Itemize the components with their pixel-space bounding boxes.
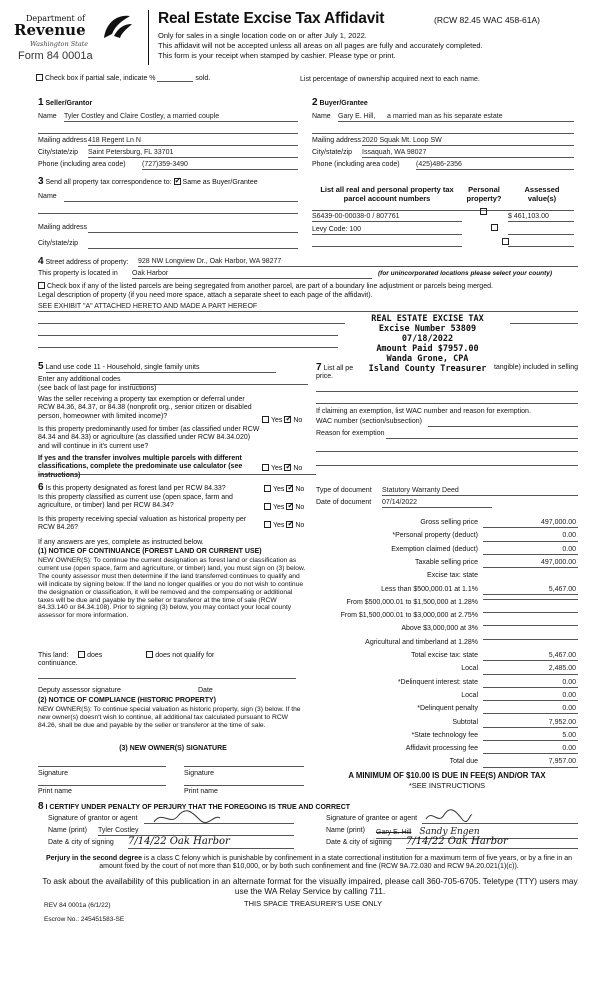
parcel-line0 xyxy=(312,210,574,211)
partial-sale-row xyxy=(36,74,210,83)
codes-field[interactable] xyxy=(130,376,308,385)
located-label: This property is located in xyxy=(38,270,118,277)
buyer-phone-label: Phone (including area code) xyxy=(312,161,400,168)
buyer-name-row xyxy=(312,113,574,121)
tax-row-amount[interactable]: 0.00 xyxy=(483,705,578,714)
perjury-text: is a class C felony which is punishable by confinement in a state correctional institution for a maximum term of five years, or by a fine in an amount fixed by the court of not more than $10,000, or by both such confinement and fine (RCW 9A.72.030 and RCW 9A.20.021(1)(c)). xyxy=(99,855,573,871)
dept-line1: Department of xyxy=(26,14,86,23)
header-note1: Only for sales in a single location code on or after July 1, 2022. xyxy=(158,31,367,40)
buyer-mail[interactable]: 2020 Squak Mt. Loop SW xyxy=(362,137,574,146)
grantor-name-label: Name (print) xyxy=(48,827,87,834)
tax-row-amount[interactable]: 497,000.00 xyxy=(483,519,578,528)
tax-row-amount[interactable] xyxy=(483,612,578,613)
seller-city-label: City/state/zip xyxy=(38,149,79,156)
buyer-mail-label: Mailing address xyxy=(312,137,362,144)
see-instructions: *SEE INSTRUCTIONS xyxy=(408,781,486,790)
grantor-date-row xyxy=(48,836,294,847)
grantee-sig-field[interactable] xyxy=(422,815,578,824)
not-qualify-label: does not qualify for xyxy=(155,652,215,659)
historic-yes-checkbox[interactable] xyxy=(264,521,271,528)
landuse-code[interactable]: Land use code 11 - Household, single family units xyxy=(46,364,276,373)
grantee-name-row xyxy=(326,827,578,835)
current-use-no-checkbox[interactable] xyxy=(286,503,293,510)
grantee-name: Gary E. Hill xyxy=(376,829,412,836)
tax-row xyxy=(316,758,578,769)
grantee-date-city[interactable]: 7/14/22 Oak Harbor xyxy=(406,836,578,849)
new-owner-sig-2[interactable] xyxy=(184,758,304,767)
tax-row-label: *State technology fee xyxy=(411,731,478,739)
doc-date-row xyxy=(316,499,578,507)
seller-phone[interactable]: (727)359-3490 xyxy=(142,161,298,170)
tax-row xyxy=(316,572,578,583)
dept-line3: Washington State xyxy=(30,40,89,48)
street-row xyxy=(38,256,578,268)
current-use-no-label: No xyxy=(295,504,305,511)
tax-row-amount[interactable]: 5,467.00 xyxy=(483,586,578,595)
tax-row-label: Local xyxy=(461,665,478,673)
tax-row xyxy=(316,665,578,676)
section6-num: 6 xyxy=(38,482,44,493)
does-qualify-checkbox[interactable] xyxy=(78,651,85,658)
tax-row-label: *Delinquent interest: state xyxy=(397,678,478,686)
section4-num: 4 xyxy=(38,256,44,267)
seller-heading xyxy=(38,97,92,109)
located-row xyxy=(38,270,578,278)
historic-no-label: No xyxy=(295,522,305,529)
tax-row xyxy=(316,719,578,730)
exemption-no-checkbox[interactable] xyxy=(284,416,291,423)
forest-no-checkbox[interactable] xyxy=(286,485,293,492)
tax-row-label: Less than $500,000.01 at 1.1% xyxy=(381,585,478,593)
s7-line3 xyxy=(316,444,578,452)
grantee-sig-label: Signature of grantee or agent xyxy=(326,815,418,822)
escrow-label: Escrow No.: xyxy=(44,916,80,923)
perjury-bold: Perjury in the second degree xyxy=(45,855,143,862)
levy-label: Levy Code: xyxy=(312,226,348,233)
tax-row-label: Local xyxy=(461,691,478,699)
tax-row xyxy=(316,625,578,636)
forest-answers xyxy=(264,485,304,494)
tax-row-label: Affidavit processing fee xyxy=(405,745,478,753)
deputy-date-label: Date xyxy=(198,687,213,694)
form-number: Form 84 0001a xyxy=(18,50,93,62)
seller-name[interactable]: Tyler Costley and Claire Costley, a married couple xyxy=(64,113,298,122)
tax-row xyxy=(316,586,578,597)
located-in[interactable]: Oak Harbor xyxy=(132,270,372,279)
section7-text-b: tangible) included in selling xyxy=(493,364,578,371)
dept-logo xyxy=(14,8,134,63)
legal-line-4 xyxy=(38,340,338,348)
s3-city-field[interactable] xyxy=(88,240,298,249)
s3-name-label: Name xyxy=(38,193,57,200)
partial-sale-label: Check box if partial sale, indicate % xyxy=(45,75,156,82)
same-as-buyer-label: Same as Buyer/Grantee xyxy=(182,179,258,186)
tax-row-label: Agricultural and timberland at 1.28% xyxy=(365,638,478,646)
this-land-label: This land: xyxy=(38,652,69,659)
stamp-line1: REAL ESTATE EXCISE TAX xyxy=(371,314,484,324)
codes-row xyxy=(38,376,308,384)
grantor-signature-icon xyxy=(152,810,222,826)
section7-price: price. xyxy=(316,373,334,380)
tax-row-amount[interactable] xyxy=(483,639,578,640)
q-exemption: Was the seller receiving a property tax exemption or deferral under RCW 84.36, 84.37, or 84.38 (nonprofit org., senior citizen or disabled person, homeowner with limited income)? xyxy=(38,396,252,420)
parcel-col2: Personal property? xyxy=(466,185,502,203)
tax-row xyxy=(316,745,578,756)
escrow-row xyxy=(44,916,124,924)
exemption-yes-label: Yes xyxy=(271,417,283,424)
tax-row-label: Total due xyxy=(449,758,478,766)
tax-row-amount[interactable]: 0.00 xyxy=(483,546,578,555)
tax-row xyxy=(316,692,578,703)
reason-label: Reason for exemption xyxy=(316,430,385,437)
s7-line1 xyxy=(316,384,578,392)
tax-row-label: Subtotal xyxy=(452,718,478,726)
new-owner-print-2[interactable] xyxy=(184,777,304,786)
treasurer-use: THIS SPACE TREASURER'S USE ONLY xyxy=(244,899,383,908)
seller-city[interactable]: Saint Petersburg, FL 33701 xyxy=(88,149,298,158)
grantor-name-row xyxy=(48,827,294,835)
seller-phone-row xyxy=(38,161,298,169)
section7-text-a: List all pe xyxy=(323,365,354,372)
s5-divider xyxy=(38,474,316,475)
tax-row-amount[interactable]: 0.00 xyxy=(483,679,578,688)
seller-heading-text: Seller/Grantor xyxy=(45,100,93,107)
certify-text: I CERTIFY UNDER PENALTY OF PERJURY THAT THE FOREGOING IS TRUE AND CORRECT xyxy=(45,804,351,811)
rev-number: REV 84 0001a (6/1/22) xyxy=(44,902,111,909)
doc-type-label: Type of document xyxy=(316,487,372,494)
sig-label-2: Signature xyxy=(184,770,214,777)
legal-desc-label: Legal description of property (if you need more space, attach a separate sheet to each page of the affidavit). xyxy=(38,292,373,299)
parcel-number-3[interactable] xyxy=(312,238,462,247)
section3-num: 3 xyxy=(38,176,44,187)
tax-row-amount[interactable]: 0.00 xyxy=(483,532,578,541)
tax-row-amount[interactable]: 2,485.00 xyxy=(483,665,578,674)
reason-row xyxy=(316,430,578,438)
tax-row xyxy=(316,519,578,530)
buyer-phone[interactable]: (425)486-2356 xyxy=(416,161,574,170)
tax-row-amount[interactable]: 5,467.00 xyxy=(483,652,578,661)
historic-answers xyxy=(264,521,304,530)
grantee-sig-row xyxy=(326,815,578,823)
seller-mail[interactable]: 418 Regent Ln N xyxy=(88,137,298,146)
landuse-row xyxy=(38,361,308,373)
q-timber-b: If yes and the transfer involves multiple parcels with different classifications, complete the predominate use calculator (see instructions) xyxy=(38,455,243,479)
partial-sale-checkbox[interactable] xyxy=(36,74,43,81)
notice2-body: NEW OWNER(S): To continue special valuation as historic property, sign (3) below. If the new owner(s) doesn't wish to continue, all additional tax calculated pursuant to RCW 84.26, shall be due and payable by the seller or transferor at the time of sale. xyxy=(38,706,301,729)
legal-line-3 xyxy=(38,328,338,336)
uninc-note: (for unincorporated locations please select your county) xyxy=(378,270,553,277)
parcel-col3: Assessed value(s) xyxy=(524,185,560,203)
parcel-value[interactable]: $ 461,103.00 xyxy=(508,213,574,222)
seller-name-row xyxy=(38,113,298,121)
grantee-date-label: Date & city of signing xyxy=(326,839,392,846)
buyer-blank-line xyxy=(312,126,574,134)
q-timber-answers xyxy=(262,464,302,473)
tax-row-amount[interactable]: 7,957.00 xyxy=(483,758,578,767)
q-exemption-answers xyxy=(262,416,302,425)
tax-row-label: Taxable selling price xyxy=(414,558,478,566)
forest-no-label: No xyxy=(295,486,305,493)
current-use-yes-checkbox[interactable] xyxy=(264,503,271,510)
buyer-name-label: Name xyxy=(312,113,331,120)
if-yes-note: If any answers are yes, complete as instructed below. xyxy=(38,539,204,546)
revenue-logo-icon xyxy=(100,12,134,42)
buyer-heading-text: Buyer/Grantee xyxy=(319,100,368,107)
tax-row xyxy=(316,599,578,610)
stamp-line6: Island County Treasurer xyxy=(368,364,487,374)
s3-city-label: City/state/zip xyxy=(38,240,79,247)
section3-text: Send all property tax correspondence to: xyxy=(45,179,172,186)
tax-row xyxy=(316,732,578,743)
parcel-value-3[interactable] xyxy=(508,238,574,247)
current-use-yes-label: Yes xyxy=(273,504,285,511)
grantee-name-label: Name (print) xyxy=(326,827,365,834)
forest-yes-checkbox[interactable] xyxy=(264,485,271,492)
tax-row xyxy=(316,532,578,543)
stamp-line2: Excise Number 53809 xyxy=(378,324,477,334)
continuance-label: continuance. xyxy=(38,660,78,667)
grantee-handwritten-name: Sandy Engen xyxy=(419,827,480,837)
certify-row xyxy=(38,801,578,813)
seller-blank-line xyxy=(38,126,298,134)
grantor-date-city[interactable]: 7/14/22 Oak Harbor xyxy=(128,836,294,849)
reason-field[interactable] xyxy=(386,430,578,439)
seller-mail-label: Mailing address xyxy=(38,137,88,144)
current-use-answers xyxy=(264,503,304,512)
tax-row-amount[interactable]: 5.00 xyxy=(483,732,578,741)
grantee-signature-icon xyxy=(424,809,474,825)
s7-line2 xyxy=(316,396,578,404)
buyer-mail-row xyxy=(312,137,574,145)
header-divider xyxy=(148,10,149,65)
sig-label-1: Signature xyxy=(38,770,68,777)
s3-name-row xyxy=(38,193,298,201)
forest-q-text: Is this property designated as forest land per RCW 84.33? xyxy=(45,485,226,492)
section8-num: 8 xyxy=(38,801,44,812)
seller-num: 1 xyxy=(38,97,44,108)
form-title: Real Estate Excise Tax Affidavit xyxy=(158,10,385,27)
tax-row xyxy=(316,559,578,570)
grantor-name[interactable]: Tyler Costley xyxy=(98,827,294,836)
levy-code[interactable]: 100 xyxy=(349,226,362,233)
tax-row-amount[interactable]: 0.00 xyxy=(483,745,578,754)
tax-row-label: Excise tax: state xyxy=(427,572,478,580)
s3-blank-line xyxy=(38,206,298,214)
section7-row xyxy=(316,362,578,374)
buyer-name-field[interactable] xyxy=(338,113,574,122)
grantor-sig-row xyxy=(48,815,294,823)
tax-row-amount[interactable]: 7,952.00 xyxy=(483,719,578,728)
tax-row xyxy=(316,612,578,623)
current-use-q: Is this property classified as current use (open space, farm and agriculture, or timber) land per RCW 84.34? xyxy=(38,494,233,510)
timber-no-label: No xyxy=(293,465,303,472)
codes-label: Enter any additional codes xyxy=(38,376,121,383)
claim-exemption: If claiming an exemption, list WAC number and reason for exemption. xyxy=(316,408,531,415)
ownership-note: List percentage of ownership acquired next to each name. xyxy=(300,76,480,83)
grantor-sig-field[interactable] xyxy=(144,815,294,824)
personal-property-checkbox-1[interactable] xyxy=(480,208,487,215)
personal-property-checkbox-2[interactable] xyxy=(491,224,498,231)
seller-phone-label: Phone (including area code) xyxy=(38,161,126,168)
print-label-2: Print name xyxy=(184,788,218,795)
stamp-line4: Amount Paid $7957.00 xyxy=(376,344,479,354)
does-not-qualify-checkbox[interactable] xyxy=(146,651,153,658)
street-address[interactable]: 928 NW Longview Dr., Oak Harbor, WA 98277 xyxy=(138,258,578,267)
minimum-note: A MINIMUM OF $10.00 IS DUE IN FEE(S) AND/OR TAX xyxy=(348,771,546,780)
s3-mail-field[interactable] xyxy=(88,224,298,233)
escrow-number: 245451583-SE xyxy=(80,916,125,923)
buyer-num: 2 xyxy=(312,97,318,108)
s3-name-field[interactable] xyxy=(64,193,298,202)
buyer-phone-row xyxy=(312,161,574,169)
perjury-note xyxy=(36,855,582,872)
notice1-body: NEW OWNER(S): To continue the current designation as forest land or classification as current use (open space, farm and agriculture, or timber) land, you must sign on (3) below. The county assessor must then determine if the land transferred continues to qualify and will indicate by signing below. If the land no longer qualifies or you do not wish to continue the designation or classification, it will be removed and the compensating or additional taxes will be due and payable by the seller or transferor at the time of sale (RCW 84.33.140 or 84.34.108). Prior to signing (3) below, you may contact your local county assessor for more information. xyxy=(38,557,306,620)
legal-exhibit[interactable]: SEE EXHIBIT "A" ATTACHED HERETO AND MADE A PART HEREOF xyxy=(38,303,578,312)
segregated-label: Check box if any of the listed parcels are being segregated from another parcel, are part of a boundary line adjustment or parcels being merged. xyxy=(47,283,493,290)
grantee-date-row xyxy=(326,836,578,847)
buyer-heading xyxy=(312,97,368,109)
tax-row-amount[interactable] xyxy=(483,625,578,626)
historic-q: Is this property receiving special valuation as historical property per RCW 84.26? xyxy=(38,516,247,532)
does-label: does xyxy=(87,652,103,659)
wac-label: WAC number (section/subsection) xyxy=(316,418,422,425)
notice3-title: (3) NEW OWNER(S) SIGNATURE xyxy=(119,745,227,752)
street-label: Street address of property: xyxy=(45,259,129,266)
deputy-sig-line[interactable] xyxy=(38,678,296,679)
doc-type[interactable]: Statutory Warranty Deed xyxy=(382,487,578,496)
forest-q xyxy=(38,482,258,494)
tax-row-label: Exemption claimed (deduct) xyxy=(391,545,478,553)
deputy-label: Deputy assessor signature xyxy=(38,687,121,694)
tax-row-label: Above $3,000,000 at 3% xyxy=(401,625,478,633)
parcel-col1: List all real and personal property tax parcel account numbers xyxy=(320,185,454,203)
parcel-number[interactable]: S6439-00-00038-0 / 807761 xyxy=(312,213,462,222)
dept-line2: Revenue xyxy=(14,21,86,39)
notice2-title: (2) NOTICE OF COMPLIANCE (HISTORIC PROPERTY) xyxy=(38,697,216,704)
levy-row xyxy=(312,226,462,235)
segregated-row xyxy=(38,282,583,291)
tax-row-label: *Delinquent penalty xyxy=(417,705,478,713)
stamp-line3: 07/18/2022 xyxy=(401,334,454,344)
wac-field[interactable] xyxy=(428,418,578,427)
tax-row-label: From $500,000.01 to $1,500,000 at 1.28% xyxy=(346,598,478,606)
header-note3: This form is your receipt when stamped by cashier. Please type or print. xyxy=(158,51,396,60)
buyer-name: Gary E. Hill, xyxy=(338,113,376,120)
s3-mail-label: Mailing address xyxy=(38,224,88,231)
tax-row xyxy=(316,639,578,650)
tax-row xyxy=(316,679,578,690)
new-owner-sig-1[interactable] xyxy=(38,758,166,767)
section3-heading xyxy=(38,176,258,188)
historic-yes-label: Yes xyxy=(273,522,285,529)
exemption-no-label: No xyxy=(293,417,303,424)
grantor-date-label: Date & city of signing xyxy=(48,839,114,846)
q-timber: Is this property predominantly used for timber (as classified under RCW 84.34 and 84.33) or agriculture (as classified under RCW 84.34.020) and will continue in it's current use? xyxy=(38,426,260,450)
tax-row-label: *Personal property (deduct) xyxy=(392,532,478,540)
s3-mail-row xyxy=(38,224,298,232)
wac-row xyxy=(316,418,578,426)
tax-row xyxy=(316,546,578,557)
section7-num: 7 xyxy=(316,362,322,373)
new-owner-print-1[interactable] xyxy=(38,777,166,786)
timber-no-checkbox[interactable] xyxy=(284,464,291,471)
seller-city-row xyxy=(38,149,298,157)
this-land-row xyxy=(38,651,308,660)
stamp-line5: Wanda Grone, CPA xyxy=(386,354,469,364)
s7-line4 xyxy=(316,458,578,466)
see-last-page: (see back of last page for instructions) xyxy=(38,385,157,392)
tax-row xyxy=(316,705,578,716)
section5-num: 5 xyxy=(38,361,44,372)
doc-type-row xyxy=(316,487,578,495)
seller-mail-row xyxy=(38,137,298,145)
alt-format-note: To ask about the availability of this publication in an alternate format for the visually impaired, please call 360-705-6705. Teletype (TTY) users may use the WA Relay Service by calling 711. xyxy=(42,876,578,897)
forest-yes-label: Yes xyxy=(273,486,285,493)
sold-label: sold. xyxy=(195,75,211,82)
buyer-city[interactable]: Issaquah, WA 98027 xyxy=(362,149,574,158)
same-as-buyer-checkbox[interactable] xyxy=(174,178,181,185)
tax-row-amount[interactable]: 0.00 xyxy=(483,692,578,701)
grantor-sig-label: Signature of grantor or agent xyxy=(48,815,138,822)
segregated-checkbox[interactable] xyxy=(38,282,45,289)
tax-row-label: Gross selling price xyxy=(420,519,478,526)
doc-date[interactable]: 07/14/2022 xyxy=(382,499,492,508)
timber-yes-checkbox[interactable] xyxy=(262,464,269,471)
buyer-city-row xyxy=(312,149,574,157)
seller-name-label: Name xyxy=(38,113,57,120)
print-label-1: Print name xyxy=(38,788,72,795)
buyer-city-label: City/state/zip xyxy=(312,149,353,156)
timber-yes-label: Yes xyxy=(271,465,283,472)
tax-row-amount[interactable]: 497,000.00 xyxy=(483,559,578,568)
buyer-name-suffix: a married man as his separate estate xyxy=(387,113,503,120)
tax-row-label: Total excise tax: state xyxy=(411,652,478,659)
tax-row-amount[interactable] xyxy=(483,599,578,600)
doc-date-label: Date of document xyxy=(316,499,372,506)
parcel-value-2[interactable] xyxy=(508,226,574,235)
exemption-yes-checkbox[interactable] xyxy=(262,416,269,423)
form-rcw: (RCW 82.45 WAC 458-61A) xyxy=(434,15,540,25)
s3-city-row xyxy=(38,240,298,248)
notice1-title: (1) NOTICE OF CONTINUANCE (FOREST LAND OR CURRENT USE) xyxy=(38,548,262,555)
header-note2: This affidavit will not be accepted unless all areas on all pages are fully and accurately completed. xyxy=(158,41,483,50)
tax-row xyxy=(316,652,578,663)
historic-no-checkbox[interactable] xyxy=(286,521,293,528)
tax-row-label: From $1,500,000.01 to $3,000,000 at 2.75% xyxy=(340,612,478,620)
